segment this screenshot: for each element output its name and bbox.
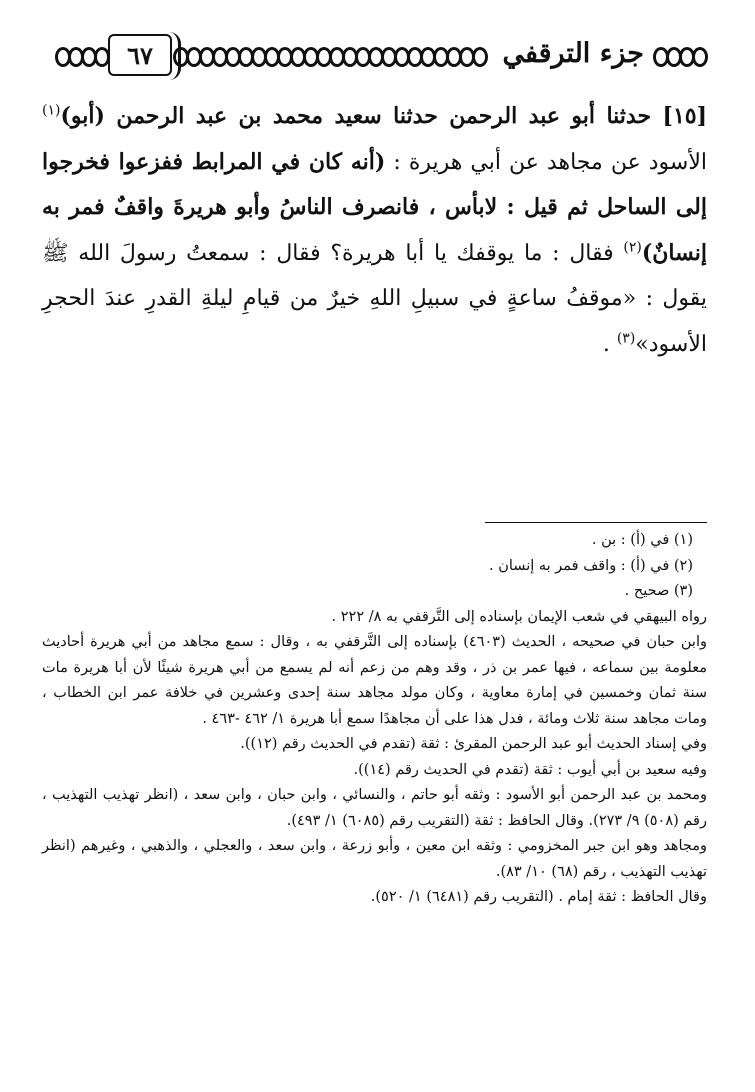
footnote-1: (١) في (أ) : بن . bbox=[591, 532, 693, 548]
page-number: ٦٧ bbox=[108, 34, 172, 76]
isnad-text: حدثنا أبو عبد الرحمن حدثنا سعيد محمد بن عبد الرحمن bbox=[104, 103, 663, 129]
narration-intro: الأسود عن مجاهد عن أبي هريرة : bbox=[385, 149, 707, 175]
hadith-number: [١٥] bbox=[662, 103, 707, 129]
ornament-left bbox=[58, 44, 110, 70]
matn-text: فقال : ما يوقفك يا أبا هريرة؟ فقال : سمعتُ رسولَ الله ﷺ يقول : «موقفُ ساعةٍ في سبيلِ اللهِ خيرٌ من قيامِ ليلةِ القدرِ عندَ الحجرِ الأسود» bbox=[42, 240, 707, 357]
narrator-muqri: وفي إسناد الحديث أبو عبد الرحمن المقرئ : ثقة (تقدم في الحديث رقم (١٢)). bbox=[240, 736, 707, 752]
footnote-separator bbox=[485, 522, 707, 523]
footnote-2: (٢) في (أ) : واقف فمر به إنسان . bbox=[488, 557, 693, 574]
narrator-abul-aswad: ومحمد بن عبد الرحمن أبو الأسود : وثقه أبو حاتم ، والنسائي ، وابن حبان ، وابن سعد ، (انظر تهذيب التهذيب ، رقم (٥٠٨) ٩/ ٢٧٣). وقال الحافظ : ثقة (التقريب رقم (٦٠٨٥) ١/ ٤٩٣). bbox=[42, 787, 707, 829]
narrator-said: وفيه سعيد بن أبي أيوب : ثقة (تقدم في الحديث رقم (١٤)). bbox=[353, 761, 707, 778]
narration-body: (أنه كان في المرابط ففزعوا فخرجوا إلى الساحل ثم قيل : لابأس ، فانصرف الناسُ وأبو هريرةَ واقفٌ فمر به إنسانٌ) bbox=[42, 148, 707, 266]
footnote-3: (٣) صحيح . bbox=[624, 583, 693, 599]
takhrij-bayhaqi: رواه البيهقي في شعب الإيمان بإسناده إلى التَّرقفي به ٨/ ٢٢٢ . bbox=[331, 608, 707, 625]
footnote-ref-2: (٢) bbox=[623, 239, 642, 256]
ornament-middle bbox=[176, 44, 488, 70]
takhrij-ibn-hibban: وابن حبان في صحيحه ، الحديث (٤٦٠٣) بإسناده إلى التَّرقفي به ، وقال : سمع مجاهد من أبي هريرة أحاديث معلومة بين سماعه ، فيها عمر بن ذر ، وقد وهم من زعم أنه لم يسمع من أبي هريرة شيئًا لأن أبا هريرة مات سنة ثمان وخمسين في إمارة معاوية ، وكان مولد مجاهد سنة إحدى وعشرين في خلافة عمر ابن الخطاب ، ومات مجاهد سنة ثلاث ومائة ، فدل هذا على أن مجاهدًا سمع أبا هريرة ١/ ٤٦٢ -٤٦٣ . bbox=[42, 634, 707, 727]
narrator-mujahid: ومجاهد وهو ابن جبر المخزومي : وثقه ابن معين ، وأبو زرعة ، وابن سعد ، والعجلي ، والذهبي ، وغيرهم (انظر تهذيب التهذيب ، رقم (٦٨) ١٠/ ٨٣). bbox=[42, 838, 707, 880]
ornament-right bbox=[656, 44, 708, 70]
footnote-ref-3: (٣) bbox=[616, 330, 636, 347]
isnad-variant: (أبو) bbox=[60, 103, 105, 129]
page-header bbox=[58, 30, 708, 86]
hadith-text bbox=[42, 94, 707, 367]
header-title: جزء الترقفي bbox=[502, 38, 644, 69]
matn-end: . bbox=[602, 331, 617, 357]
footnote-ref-1: (١) bbox=[42, 102, 61, 119]
footnotes bbox=[42, 528, 707, 911]
hafiz-verdict: وقال الحافظ : ثقة إمام . (التقريب رقم (٦٤٨١) ١/ ٥٢٠). bbox=[370, 889, 707, 905]
